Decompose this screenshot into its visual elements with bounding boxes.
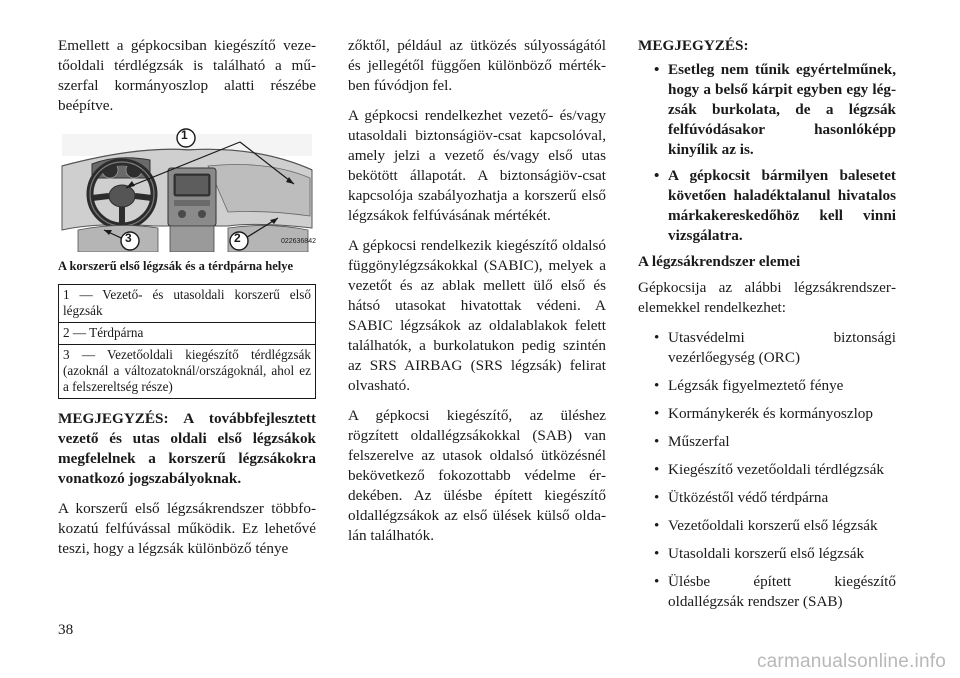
- legend-row: [59, 345, 316, 399]
- bullet-icon: •: [654, 405, 660, 422]
- legend-cell: 1 — Vezető- és utasoldali korszerű első légzsák: [59, 285, 316, 323]
- list-item-text: Kormánykerék és kormányoszlop: [668, 405, 873, 422]
- column-middle: [348, 36, 606, 556]
- list-item-text: Utasvédelmi biztonsági vezérlőegység (ORC): [668, 329, 896, 366]
- body-paragraph: zőktől, például az ütközés súlyosságától és jellegétől függően különböző mértékben fúvódjon fel.: [348, 37, 606, 94]
- note-list: [638, 60, 896, 246]
- dashboard-illustration: [58, 126, 316, 252]
- list-item-text: Kiegészítő vezetőoldali térdlégzsák: [668, 461, 884, 478]
- bullet-icon: •: [654, 377, 660, 394]
- watermark: carmanualsonline.info: [756, 651, 946, 672]
- callout-2: 2: [234, 231, 241, 245]
- body-paragraph: A korszerű első légzsákrendszer többfokozatú felfúvással működik. Ez lehetővé teszi, hogy a légzsák különböző ténye: [58, 500, 316, 557]
- list-item: [638, 460, 896, 480]
- legend-row: [59, 323, 316, 345]
- bullet-icon: •: [654, 545, 660, 562]
- callout-3: 3: [125, 231, 132, 245]
- bullet-icon: •: [654, 489, 660, 506]
- column-right: [638, 36, 896, 620]
- section-intro: Gépkocsija az alábbi légzsákrendszerelemekkel rendelkezhet:: [638, 279, 896, 316]
- bullet-icon: •: [654, 433, 660, 450]
- bullet-icon: •: [654, 517, 660, 534]
- bullet-icon: •: [654, 167, 660, 184]
- legend-row: [59, 285, 316, 323]
- list-item: [638, 516, 896, 536]
- dashboard-drawing: [58, 126, 316, 252]
- bullet-icon: •: [654, 329, 660, 346]
- list-item: [638, 166, 896, 246]
- list-item: [638, 488, 896, 508]
- list-item: [638, 328, 896, 368]
- body-paragraph: A gépkocsi kiegészítő, az üléshez rögzített oldallégzsákokkal (SAB) van felszerelve az utasok oldalsó ütközésnél bekövetkező fokozottabb védelme érdekében. Az ülésbe épített kiegészítő oldallégzsákok az első ülések külső oldalán találhatók.: [348, 407, 606, 544]
- list-item-text: A gépkocsit bármilyen balesetet követően haladéktalanul hivatalos márkakereskedőhöz kell vinni vizsgálatra.: [668, 167, 896, 244]
- page-number: 38: [58, 621, 74, 638]
- list-item: [638, 404, 896, 424]
- bullet-icon: •: [654, 573, 660, 590]
- list-item: [638, 376, 896, 396]
- section-heading: A légzsákrendszer elemei: [638, 253, 801, 270]
- intro-paragraph: Emellett a gépkocsiban kiegészítő vezetőoldali térdlégzsák is található a műszerfal kormányoszlop alatti részébe beépítve.: [58, 37, 316, 114]
- list-item: [638, 572, 896, 612]
- bullet-icon: •: [654, 461, 660, 478]
- list-item-text: Ülésbe épített kiegészítő oldallégzsák rendszer (SAB): [668, 573, 896, 610]
- figure-code: 022636842: [280, 238, 316, 245]
- list-item: [638, 432, 896, 452]
- list-item-text: Utasoldali korszerű első légzsák: [668, 545, 865, 562]
- figure-caption: A korszerű első légzsák és a térdpárna helye: [58, 259, 294, 273]
- body-paragraph: A gépkocsi rendelkezhet vezető- és/vagy utasoldali biztonságiöv-csat kapcsolóval, amely jelzi a vezető és/vagy első utas bekötött állapotát. A biztonságiöv-csat kapcsolója szabályozhatja a korszerű első légzsákok felfúvásának mértékét.: [348, 107, 606, 224]
- list-item-text: Vezetőoldali korszerű első légzsák: [668, 517, 878, 534]
- figure-legend-table: [58, 284, 316, 399]
- body-paragraph: A gépkocsi rendelkezik kiegészítő oldalsó függönylégzsákokkal (SABIC), melyek a vezetőt és az ablak mellett ülő első és hátsó utasokat hivatottak védeni. A SABIC légzsákok az oldalablakok felett találhatók, a burkolatukon pedig szintén az SRS AIRBAG (SRS légzsák) felirat olvasható.: [348, 237, 606, 394]
- list-item-text: Légzsák figyelmeztető fénye: [668, 377, 844, 394]
- legend-cell: 3 — Vezetőoldali kiegészítő térdlégzsák (azoknál a változatoknál/országoknál, ahol ez a felszereltség része): [59, 345, 316, 399]
- list-item-text: Esetleg nem tűnik egyértelműnek, hogy a belső kárpit egyben egy légzsák burkolata, de a légzsák felfúvódásakor hasonlóképp kinyílik az is.: [668, 61, 896, 158]
- column-left: [58, 36, 316, 569]
- list-item: [638, 60, 896, 160]
- note-heading: MEGJEGYZÉS:: [638, 37, 749, 54]
- component-list: [638, 328, 896, 612]
- callout-1: 1: [181, 128, 188, 142]
- list-item-text: Műszerfal: [668, 433, 730, 450]
- list-item: [638, 544, 896, 564]
- legend-cell: 2 — Térdpárna: [59, 323, 316, 345]
- note-paragraph: MEGJEGYZÉS: A továbbfejlesztett vezető és utas oldali első légzsákok megfelelnek a korszerű légzsákokra vonatkozó jogszabályoknak.: [58, 410, 316, 487]
- bullet-icon: •: [654, 61, 660, 78]
- list-item-text: Ütközéstől védő térdpárna: [668, 489, 829, 506]
